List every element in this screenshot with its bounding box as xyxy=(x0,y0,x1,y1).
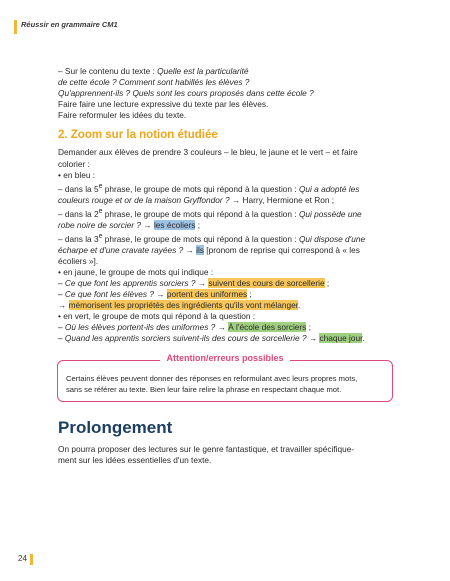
bullet-item: • en jaune, le groupe de mots qui indique : xyxy=(58,266,214,277)
warning-callout-box xyxy=(57,353,393,401)
text-line: écharpe et d'une cravate rayées ? → ils [pronom de reprise qui correspond à « les xyxy=(58,244,360,255)
highlight-green: À l'école des sorciers xyxy=(228,322,307,333)
text-line: On pourra proposer des lectures sur le genre fantastique, et travailler spécifique- xyxy=(58,443,355,454)
footer-accent-bar xyxy=(30,554,33,565)
text-line: Demander aux élèves de prendre 3 couleurs – le bleu, le jaune et le vert – et faire xyxy=(58,147,358,158)
text-line: – Quand les apprentis sorciers suivent-ils des cours de sorcellerie ? → chaque jour. xyxy=(58,333,365,344)
prolongement-heading: Prolongement xyxy=(58,417,173,437)
highlight-blue: les écoliers xyxy=(153,219,196,230)
text-line: écoliers »]. xyxy=(58,255,99,266)
callout-text: Certains élèves peuvent donner des réponses en reformulant avec leurs propres mots, xyxy=(66,374,358,384)
text-line: Faire reformuler les idées du texte. xyxy=(58,110,187,121)
bullet-item: • en bleu : xyxy=(58,169,96,180)
callout-title: Attention/erreurs possibles xyxy=(58,353,392,364)
highlight-yellow: suivent des cours de sorcellerie xyxy=(208,277,325,288)
highlight-green: chaque jour xyxy=(319,333,363,344)
bullet-item: • en vert, le groupe de mots qui répond à la question : xyxy=(58,311,256,322)
text-line: Qu'apprennent-ils ? Quels sont les cours proposés dans cette école ? xyxy=(58,88,314,99)
text-line: – Sur le contenu du texte : Quelle est la particularité xyxy=(58,66,249,76)
text-line: – Ce que font les élèves ? → portent des uniformes ; xyxy=(58,288,252,299)
page-content xyxy=(58,66,394,466)
text-line: → mémorisent les propriétés des ingrédients qu'ils vont mélanger. xyxy=(58,299,301,310)
text-line: de cette école ? Comment sont habillés les élèves ? xyxy=(58,77,250,88)
highlight-yellow: mémorisent les propriétés des ingrédients qu'ils vont mélanger xyxy=(68,299,299,310)
text-line: robe noire de sorcier ? → les écoliers ; xyxy=(58,219,201,230)
text-line: – dans la 2e phrase, le groupe de mots qui répond à la question : Qui possède une xyxy=(58,207,362,219)
header-accent-bar xyxy=(14,20,17,34)
text-line: – Ce que font les apprentis sorciers ? → suivent des cours de sorcellerie ; xyxy=(58,277,330,288)
text-line: colorier : xyxy=(58,158,90,169)
callout-text: sans se référer au texte. Bien leur faire relire la phrase en respectant chaque mot. xyxy=(66,384,342,394)
text-line: Faire faire une lecture expressive du texte par les élèves. xyxy=(58,99,269,110)
text-line: – dans la 5e phrase, le groupe de mots qui répond à la question : Qui a adopté les xyxy=(58,182,360,194)
highlight-blue: ils xyxy=(196,244,204,255)
highlight-yellow: portent des uniformes xyxy=(166,288,248,299)
text-line: ment sur les idées essentielles d'un texte. xyxy=(58,454,212,465)
section-heading: 2. Zoom sur la notion étudiée xyxy=(58,129,218,142)
page-number: 24 xyxy=(18,554,27,563)
running-header: Réussir en grammaire CM1 xyxy=(21,20,118,29)
text-line: – Où les élèves portent-ils des uniformes ? → À l'école des sorciers ; xyxy=(58,322,311,333)
text-line: couleurs rouge et or de la maison Gryffondor ? → Harry, Hermione et Ron ; xyxy=(58,194,335,205)
text-line: – dans la 3e phrase, le groupe de mots qui répond à la question : Qui dispose d'une xyxy=(58,232,366,244)
